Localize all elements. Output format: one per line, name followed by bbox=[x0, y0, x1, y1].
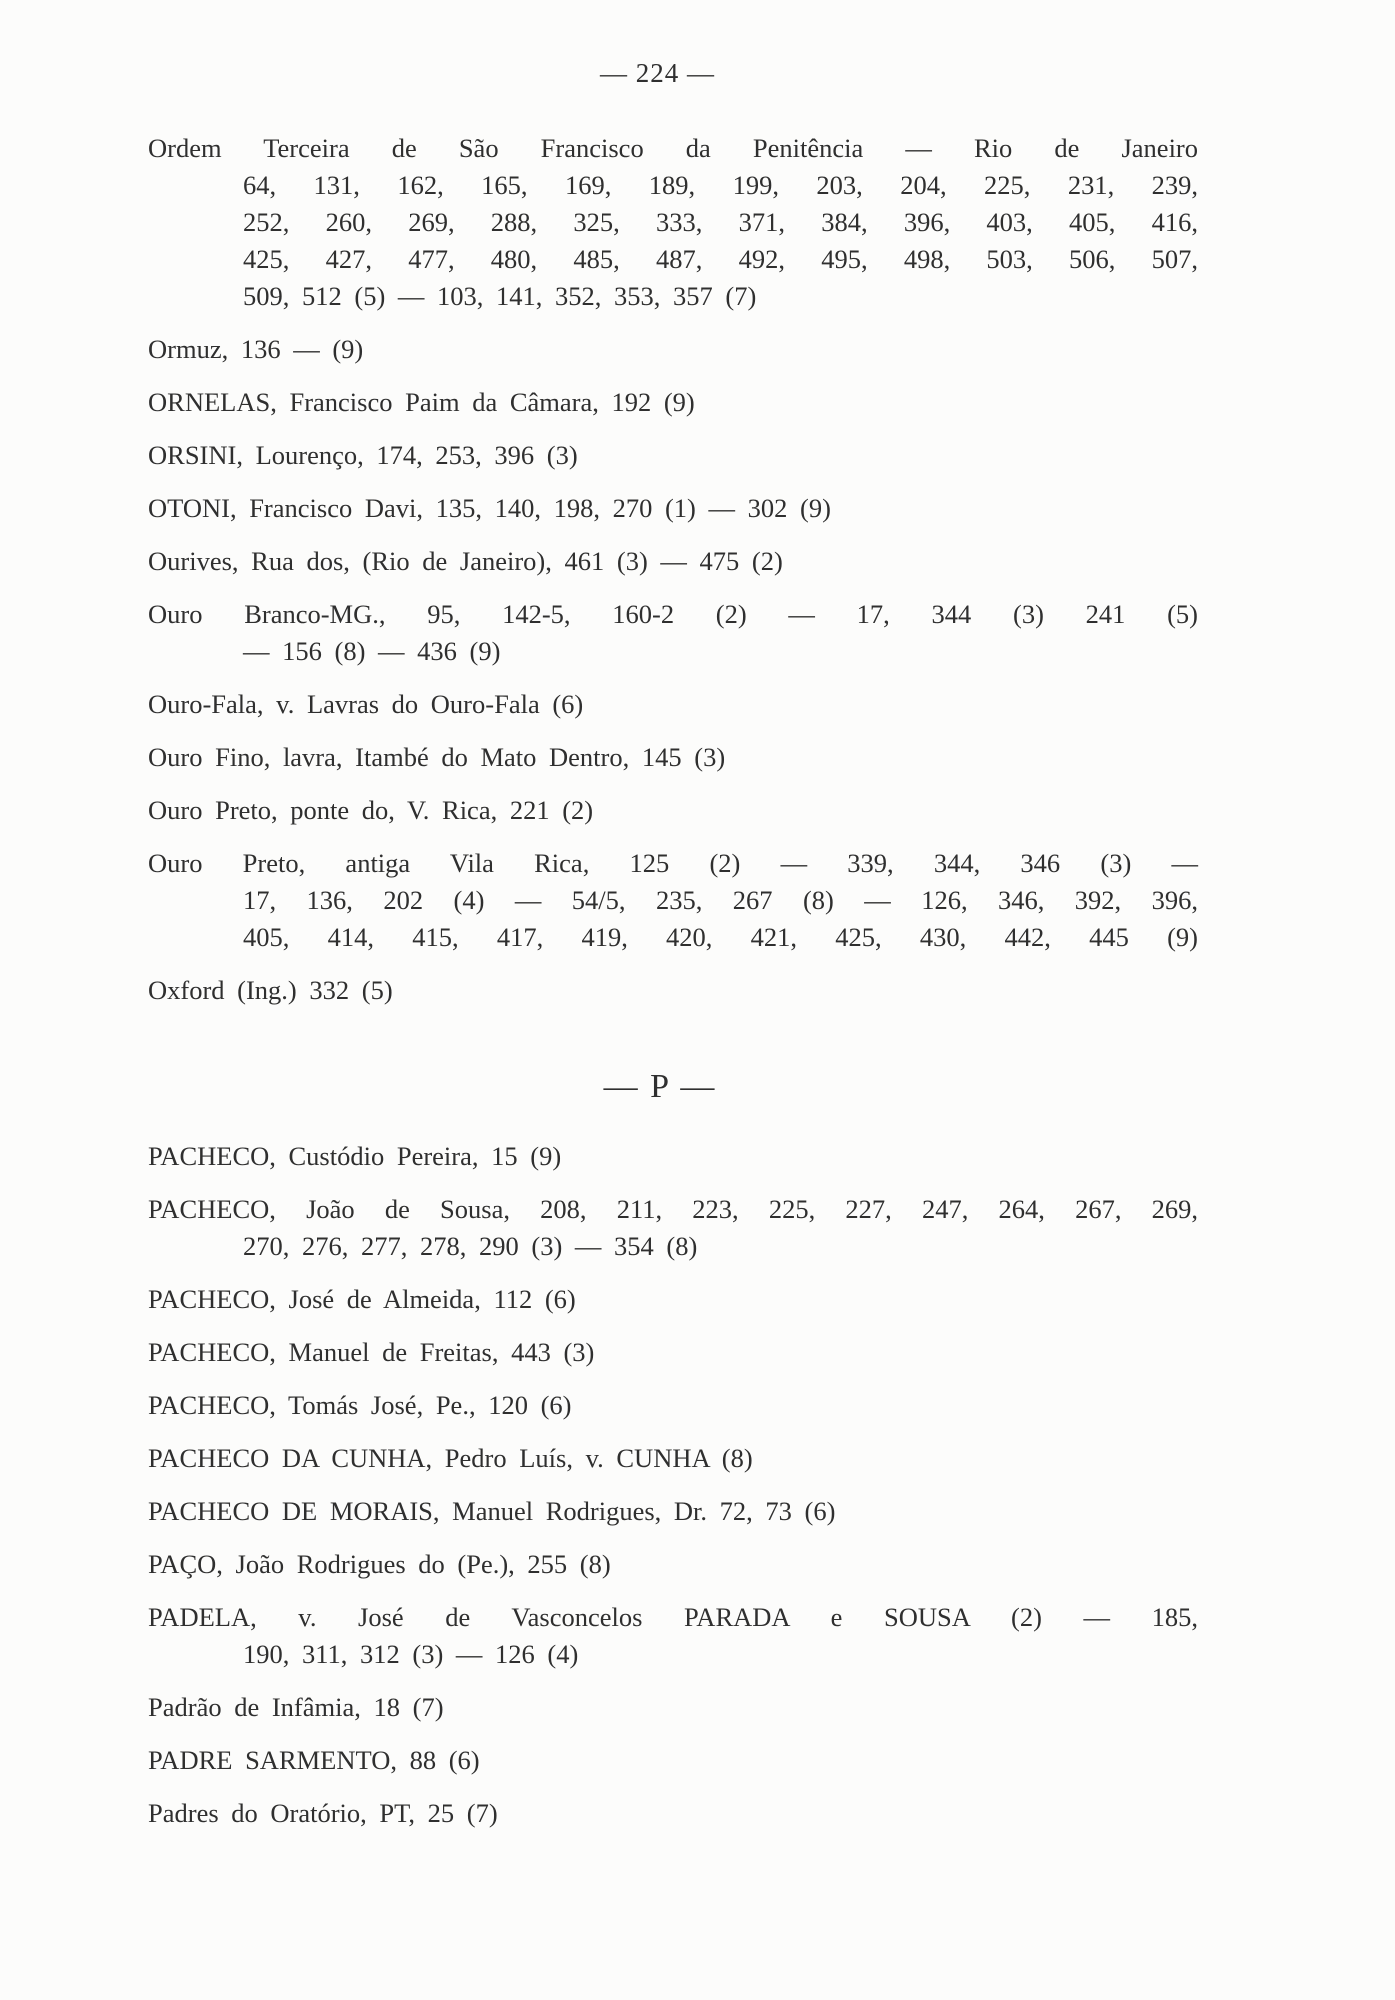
index-entry bbox=[148, 792, 1198, 829]
entry-line: PACHECO, Manuel de Freitas, 443 (3) bbox=[148, 1337, 595, 1367]
entry-line: PACHECO, João de Sousa, 208, 211, 223, 225, 227, 247, 264, 267, 269, bbox=[148, 1194, 1198, 1224]
entry-line: Ordem Terceira de São Francisco da Penitência — Rio de Janeiro bbox=[148, 133, 1198, 163]
index-entry bbox=[148, 1440, 1198, 1477]
index-entry bbox=[148, 331, 1198, 368]
entry-line: PACHECO, José de Almeida, 112 (6) bbox=[148, 1284, 576, 1314]
index-entry bbox=[148, 384, 1198, 421]
entry-line: PACHECO DE MORAIS, Manuel Rodrigues, Dr. 72, 73 (6) bbox=[148, 1496, 836, 1526]
index-section-o bbox=[148, 130, 1198, 1025]
entry-line: Ouro Preto, ponte do, V. Rica, 221 (2) bbox=[148, 795, 594, 825]
entry-line: PADRE SARMENTO, 88 (6) bbox=[148, 1745, 480, 1775]
entry-line: Ormuz, 136 — (9) bbox=[148, 334, 364, 364]
index-entry bbox=[148, 1493, 1198, 1530]
entry-line: Ouro Preto, antiga Vila Rica, 125 (2) — 339, 344, 346 (3) — bbox=[148, 848, 1198, 878]
index-section-p bbox=[148, 1138, 1198, 1848]
entry-line: PACHECO DA CUNHA, Pedro Luís, v. CUNHA (8) bbox=[148, 1443, 753, 1473]
entry-line: PADELA, v. José de Vasconcelos PARADA e SOUSA (2) — 185, bbox=[148, 1602, 1198, 1632]
index-entry bbox=[148, 1795, 1198, 1832]
entry-line: Ourives, Rua dos, (Rio de Janeiro), 461 (3) — 475 (2) bbox=[148, 546, 783, 576]
entry-line: PAÇO, João Rodrigues do (Pe.), 255 (8) bbox=[148, 1549, 611, 1579]
index-entry bbox=[148, 1742, 1198, 1779]
index-entry bbox=[148, 845, 1198, 956]
entry-line: 252, 260, 269, 288, 325, 333, 371, 384, 396, 403, 405, 416, bbox=[243, 207, 1198, 237]
entry-line: 509, 512 (5) — 103, 141, 352, 353, 357 (7) bbox=[243, 281, 757, 311]
entry-line: Ouro Fino, lavra, Itambé do Mato Dentro, 145 (3) bbox=[148, 742, 726, 772]
index-entry bbox=[148, 1191, 1198, 1265]
index-entry bbox=[148, 490, 1198, 527]
page-number: — 224 — bbox=[600, 58, 715, 88]
index-entry bbox=[148, 543, 1198, 580]
entry-line: OTONI, Francisco Davi, 135, 140, 198, 270 (1) — 302 (9) bbox=[148, 493, 831, 523]
entry-line: PACHECO, Custódio Pereira, 15 (9) bbox=[148, 1141, 562, 1171]
entry-line: 190, 311, 312 (3) — 126 (4) bbox=[243, 1639, 579, 1669]
index-entry bbox=[148, 437, 1198, 474]
entry-line: 17, 136, 202 (4) — 54/5, 235, 267 (8) — 126, 346, 392, 396, bbox=[243, 885, 1198, 915]
entry-line: Oxford (Ing.) 332 (5) bbox=[148, 975, 393, 1005]
entry-line: Ouro Branco-MG., 95, 142-5, 160-2 (2) — 17, 344 (3) 241 (5) bbox=[148, 599, 1198, 629]
entry-line: 405, 414, 415, 417, 419, 420, 421, 425, 430, 442, 445 (9) bbox=[243, 922, 1198, 952]
index-entry bbox=[148, 596, 1198, 670]
entry-line: 270, 276, 277, 278, 290 (3) — 354 (8) bbox=[243, 1231, 698, 1261]
entry-line: 425, 427, 477, 480, 485, 487, 492, 495, 498, 503, 506, 507, bbox=[243, 244, 1198, 274]
entry-line: Padrão de Infâmia, 18 (7) bbox=[148, 1692, 444, 1722]
entry-line: — 156 (8) — 436 (9) bbox=[243, 636, 501, 666]
index-entry bbox=[148, 1281, 1198, 1318]
index-entry bbox=[148, 686, 1198, 723]
index-entry bbox=[148, 130, 1198, 315]
index-entry bbox=[148, 739, 1198, 776]
index-entry bbox=[148, 1334, 1198, 1371]
entry-line: ORNELAS, Francisco Paim da Câmara, 192 (9) bbox=[148, 387, 695, 417]
entry-line: Ouro-Fala, v. Lavras do Ouro-Fala (6) bbox=[148, 689, 584, 719]
index-entry bbox=[148, 1546, 1198, 1583]
index-entry bbox=[148, 1599, 1198, 1673]
entry-line: Padres do Oratório, PT, 25 (7) bbox=[148, 1798, 498, 1828]
index-entry bbox=[148, 972, 1198, 1009]
entry-line: ORSINI, Lourenço, 174, 253, 396 (3) bbox=[148, 440, 578, 470]
index-entry bbox=[148, 1387, 1198, 1424]
entry-line: PACHECO, Tomás José, Pe., 120 (6) bbox=[148, 1390, 572, 1420]
index-entry bbox=[148, 1138, 1198, 1175]
section-heading-p: — P — bbox=[603, 1068, 717, 1105]
index-entry bbox=[148, 1689, 1198, 1726]
entry-line: 64, 131, 162, 165, 169, 189, 199, 203, 204, 225, 231, 239, bbox=[243, 170, 1198, 200]
